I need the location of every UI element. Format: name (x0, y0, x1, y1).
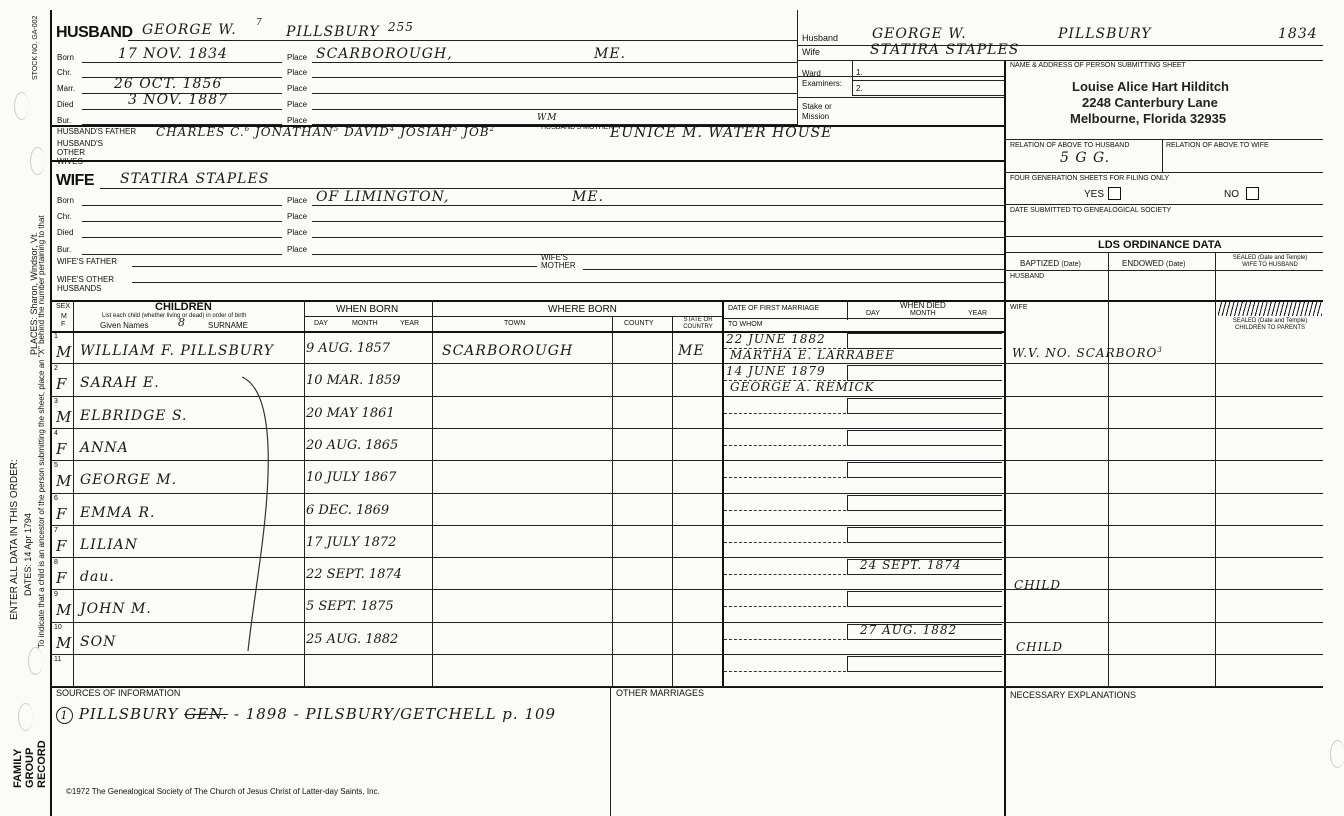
sex-f-label: F (61, 321, 66, 328)
lds-row-line (1004, 396, 1323, 397)
marriage-date-dash (724, 542, 846, 543)
died-divider (847, 398, 848, 413)
place-label: Place (287, 196, 308, 205)
husband-given-name: GEORGE W. (142, 22, 237, 38)
lds-row-line (1004, 460, 1323, 461)
children-heading: CHILDREN (155, 301, 212, 313)
lds-row-line (1004, 428, 1323, 429)
died-divider (847, 495, 848, 510)
child-name: EMMA R. (80, 504, 156, 521)
child-spouse: GEORGE A. REMICK (730, 380, 875, 395)
died-divider (847, 333, 848, 348)
child-sex: M (56, 601, 73, 620)
place-label: Place (287, 116, 308, 125)
marriage-date-dash (724, 477, 846, 478)
lds-title: LDS ORDINANCE DATA (1098, 239, 1222, 251)
endowed-label: ENDOWED (Date) (1122, 259, 1186, 268)
row-divider (50, 622, 722, 623)
wife-heading: WIFE (56, 172, 94, 189)
wife-died-label: Died (57, 228, 74, 237)
ward-label: Ward (802, 69, 821, 78)
born-label: Born (57, 53, 74, 62)
husband-other-wives-label: HUSBAND'S OTHER WIVES (57, 139, 103, 166)
place-label: Place (287, 84, 308, 93)
summary-husband-surname: PILLSBURY (1058, 26, 1152, 42)
dates-instruction: DATES: 14 Apr 1794 (23, 513, 33, 596)
wife-chr-label: Chr. (57, 212, 72, 221)
wife-other-husbands-label: WIFE'S OTHER HUSBANDS (57, 275, 115, 293)
died-bottom-line (847, 510, 1002, 511)
child-spouse: MARTHA E. LARRABEE (730, 348, 895, 362)
places-instruction: PLACES: Sharon, Windsor, Vt. (29, 231, 39, 355)
to-whom-line (722, 525, 1004, 526)
stake-label: Stake or (802, 102, 832, 111)
summary-wife-name: STATIRA STAPLES (870, 42, 1020, 58)
mission-label: Mission (802, 112, 830, 121)
wife-born-label: Born (57, 196, 74, 205)
child-born: 9 AUG. 1857 (306, 341, 391, 356)
lds-child-1-endowed: W.V. NO. SCARBORO$^3$ (1012, 346, 1163, 360)
husband-name-mark: 7 (256, 18, 263, 28)
husband-mother-label: HUSBAND'S MOTHER (541, 124, 614, 131)
child-born: 5 SEPT. 1875 (306, 599, 394, 615)
child-name: dau. (80, 569, 115, 586)
to-whom-line (722, 460, 1004, 461)
child-number: 4 (54, 429, 58, 437)
bracket-mark (240, 375, 280, 655)
lds-row-line (1004, 363, 1323, 364)
child-name: WILLIAM F. PILLSBURY (80, 343, 274, 359)
row-divider (50, 460, 722, 461)
to-whom-label: TO WHOM (728, 321, 763, 328)
child-name: ANNA (80, 439, 129, 456)
died-divider (847, 462, 848, 477)
child-name: SARAH E. (80, 375, 160, 392)
ancestor-instruction: To indicate that a child is an ancestor of the person submitting the sheet, place an "X" behind the number pertaining to that (37, 215, 46, 648)
died-top-line (847, 462, 1002, 463)
state-country-label: STATE OR COUNTRY (683, 317, 713, 330)
child-sex: M (56, 407, 73, 426)
place-label: Place (287, 212, 308, 221)
child-name: SON (80, 633, 117, 650)
place-label: Place (287, 100, 308, 109)
marriage-date-dash (724, 445, 846, 446)
wife-born-state: ME. (572, 189, 605, 205)
place-label: Place (287, 245, 308, 254)
child-sex: M (56, 472, 73, 491)
enter-order-instruction: ENTER ALL DATA IN THIS ORDER: (9, 459, 20, 620)
other-marriages-label: OTHER MARRIAGES (616, 688, 705, 698)
wife-mother-label: WIFE'S MOTHER (541, 253, 576, 270)
marriage-date-dash (724, 606, 846, 607)
lds-row-line (1004, 622, 1323, 623)
first-marriage-label: DATE OF FIRST MARRIAGE (728, 305, 820, 312)
hatched-cell (1218, 302, 1322, 316)
when-died-label: WHEN DIED (900, 301, 946, 310)
husband-father: CHARLES C.$^6$ JONATHAN$^5$ DAVID$^4$ JOSIAH$^3$ JOB$^2$ (156, 125, 496, 139)
marriage-date-dash (724, 639, 846, 640)
husband-heading: HUSBAND (56, 24, 133, 41)
row-divider (50, 525, 722, 526)
bur-label: Bur. (57, 116, 72, 125)
died-bottom-line (847, 671, 1002, 672)
no-checkbox[interactable] (1246, 187, 1259, 200)
died-bottom-line (847, 477, 1002, 478)
punch-hole (18, 703, 33, 731)
lds-husband-label: HUSBAND (1010, 273, 1045, 280)
lds-row-line (1004, 525, 1323, 526)
row-divider (50, 589, 722, 590)
died-bottom-line (847, 413, 1002, 414)
child-number: 6 (54, 494, 58, 502)
died-divider (847, 559, 848, 574)
stock-number: STOCK NO. GA-002 (32, 15, 39, 80)
row-divider (50, 557, 722, 558)
row-divider (50, 493, 722, 494)
died-divider (847, 591, 848, 606)
died-divider (847, 624, 848, 639)
place-label: Place (287, 53, 308, 62)
row-divider (50, 654, 722, 655)
died-top-line (847, 430, 1002, 431)
rel-wife-label: RELATION OF ABOVE TO WIFE (1166, 142, 1269, 149)
child-sex: F (56, 569, 68, 588)
explanations-label: NECESSARY EXPLANATIONS (1010, 690, 1137, 700)
child-born: 6 DEC. 1869 (306, 502, 390, 518)
summary-wife-label: Wife (802, 47, 820, 57)
place-label: Place (287, 68, 308, 77)
marriage-date-dash (724, 574, 846, 575)
date-submitted-label: DATE SUBMITTED TO GENEALOGICAL SOCIETY (1010, 207, 1172, 214)
child-town: SCARBOROUGH (442, 343, 574, 359)
county-label: COUNTY (624, 320, 654, 327)
child-died: 24 SEPT. 1874 (860, 558, 962, 573)
died-bottom-line (847, 445, 1002, 446)
to-whom-line (722, 428, 1004, 429)
place-label: Place (287, 228, 308, 237)
husband-marr-date: 26 OCT. 1856 (114, 76, 223, 92)
died-top-line (847, 365, 1002, 366)
examiner-2: 2. (856, 84, 863, 93)
wife-father-label: WIFE'S FATHER (57, 257, 118, 266)
husband-note: 255 (388, 20, 414, 34)
sealed-wife-label: SEALED (Date and Temple) WIFE TO HUSBAND (1232, 255, 1308, 268)
summary-husband-given: GEORGE W. (872, 26, 967, 42)
baptized-label: BAPTIZED (Date) (1020, 259, 1081, 268)
row-divider (50, 396, 722, 397)
child-born: 10 MAR. 1859 (306, 373, 401, 389)
child-name: JOHN M. (80, 601, 152, 618)
child-sex: F (56, 536, 68, 555)
died-top-line (847, 398, 1002, 399)
wife-born-town: OF LIMINGTON, (316, 189, 450, 205)
died-divider (847, 527, 848, 542)
child-marriage-date: 22 JUNE 1882 (726, 332, 826, 346)
child-number: 3 (54, 397, 58, 405)
child-number: 7 (54, 526, 58, 534)
marriage-date-dash (724, 413, 846, 414)
form-title: FAMILY GROUP RECORD (12, 740, 48, 788)
no-label: NO (1224, 189, 1239, 200)
child-name: LILIAN (80, 536, 139, 553)
died-bottom-line (847, 574, 1002, 575)
punch-hole (30, 147, 45, 175)
punch-hole (1330, 740, 1344, 768)
child-born: 20 AUG. 1865 (306, 437, 399, 453)
died-top-line (847, 656, 1002, 657)
died-top-line (847, 333, 1002, 334)
lds-row-line (1004, 493, 1323, 494)
surname-label: SURNAME (208, 321, 249, 330)
child-number: 11 (54, 656, 62, 663)
sealed-children-label: SEALED (Date and Temple) CHILDREN TO PARENTS (1232, 318, 1308, 331)
died-bottom-line (847, 639, 1002, 640)
summary-husband-label: Husband (802, 33, 839, 43)
child-born: 25 AUG. 1882 (306, 631, 399, 647)
child-died: 27 AUG. 1882 (860, 622, 958, 637)
submitter-street: 2248 Canterbury Lane (1082, 95, 1218, 110)
died-bottom-line (847, 542, 1002, 543)
lds-row-line (1004, 686, 1323, 687)
child-number: 9 (54, 591, 58, 599)
yes-label: YES (1084, 189, 1105, 200)
where-born-label: WHERE BORN (548, 304, 617, 315)
examiner-1: 1. (856, 68, 863, 77)
submitter-label: NAME & ADDRESS OF PERSON SUBMITTING SHEET (1010, 62, 1186, 69)
child-number: 10 (54, 623, 62, 631)
sex-label: SEX (56, 303, 71, 310)
four-gen-label: FOUR GENERATION SHEETS FOR FILING ONLY (1010, 175, 1170, 182)
husband-father-label: HUSBAND'S FATHER (57, 127, 137, 136)
rel-husband-label: RELATION OF ABOVE TO HUSBAND (1010, 142, 1130, 149)
punch-hole (14, 92, 29, 120)
given-names-mark: 8 (178, 316, 186, 329)
to-whom-line (722, 654, 1004, 655)
copyright: ©1972 The Genealogical Society of The Church of Jesus Christ of Latter-day Saints, Inc. (66, 787, 380, 796)
died-divider (847, 365, 848, 380)
husband-born-town: SCARBOROUGH, (316, 46, 453, 62)
to-whom-line (722, 396, 1004, 397)
row-divider (50, 363, 722, 364)
wife-bur-label: Bur. (57, 245, 72, 254)
chr-label: Chr. (57, 68, 72, 77)
child-name: GEORGE M. (80, 472, 178, 489)
examiners-label: Examiners: (802, 79, 843, 88)
to-whom-line (722, 686, 1004, 687)
summary-husband-year: 1834 (1278, 26, 1318, 42)
died-label: Died (57, 100, 74, 109)
to-whom-line (722, 493, 1004, 494)
husband-died-date: 3 NOV. 1887 (128, 92, 229, 108)
child-name: ELBRIDGE S. (80, 407, 188, 424)
died-divider (847, 656, 848, 671)
child-sex: F (56, 439, 68, 458)
children-note: List each child (whether living or dead) in order of birth (102, 313, 247, 319)
lds-child-10-endowed: CHILD (1016, 640, 1063, 654)
born-day-label: DAY (314, 320, 328, 327)
rel-husband-value: 5 G G. (1060, 150, 1111, 166)
husband-born-date: 17 NOV. 1834 (118, 46, 228, 62)
child-marriage-date: 14 JUNE 1879 (726, 364, 826, 379)
died-top-line (847, 591, 1002, 592)
born-year-label: YEAR (400, 320, 420, 327)
child-state: ME (678, 343, 705, 359)
died-day-label: DAY (866, 310, 880, 317)
child-sex: M (56, 633, 73, 652)
died-divider (847, 430, 848, 445)
husband-surname: PILLSBURY (286, 24, 380, 40)
sources-label: SOURCES OF INFORMATION (56, 688, 181, 698)
submitter-city: Melbourne, Florida 32935 (1070, 111, 1227, 126)
marr-label: Marr. (57, 84, 76, 93)
died-bottom-line (847, 606, 1002, 607)
died-year-label: YEAR (968, 310, 988, 317)
child-number: 8 (54, 559, 58, 567)
child-sex: M (56, 343, 73, 361)
lds-wife-label: WIFE (1010, 304, 1028, 311)
child-born: 22 SEPT. 1874 (306, 567, 402, 583)
marriage-date-dash (724, 510, 846, 511)
husband-mother: EUNICE M. WATER HOUSE (610, 125, 833, 141)
marriage-date-dash (724, 671, 846, 672)
when-born-label: WHEN BORN (336, 304, 399, 315)
child-born: 10 JULY 1867 (306, 470, 397, 486)
to-whom-line (722, 589, 1004, 590)
given-names-label: Given Names (100, 321, 149, 330)
lds-row-line (1004, 654, 1323, 655)
child-number: 1 (54, 333, 58, 340)
town-label: TOWN (504, 320, 526, 327)
punch-hole (28, 647, 43, 675)
lds-child-8-endowed: CHILD (1014, 578, 1061, 592)
row-divider (50, 428, 722, 429)
child-born: 20 MAY 1861 (306, 405, 395, 421)
wife-name: STATIRA STAPLES (120, 171, 270, 187)
born-month-label: MONTH (352, 320, 378, 327)
yes-checkbox[interactable] (1108, 187, 1121, 200)
child-number: 2 (54, 365, 58, 373)
submitter-name: Louise Alice Hart Hilditch (1072, 79, 1229, 94)
sex-m-label: M (61, 313, 67, 320)
husband-mother-prefix: WM (537, 113, 558, 123)
child-sex: F (56, 375, 68, 394)
child-number: 5 (54, 462, 58, 470)
died-top-line (847, 527, 1002, 528)
husband-born-state: ME. (594, 46, 627, 62)
died-month-label: MONTH (910, 310, 936, 317)
sources-text: 1 PILLSBURY GEN. - 1898 - PILSBURY/GETCHELL p. 109 (56, 705, 556, 724)
lds-row-line (1004, 589, 1323, 590)
lds-row-line (1004, 557, 1323, 558)
child-born: 17 JULY 1872 (306, 534, 397, 550)
died-top-line (847, 495, 1002, 496)
child-sex: F (56, 504, 68, 523)
